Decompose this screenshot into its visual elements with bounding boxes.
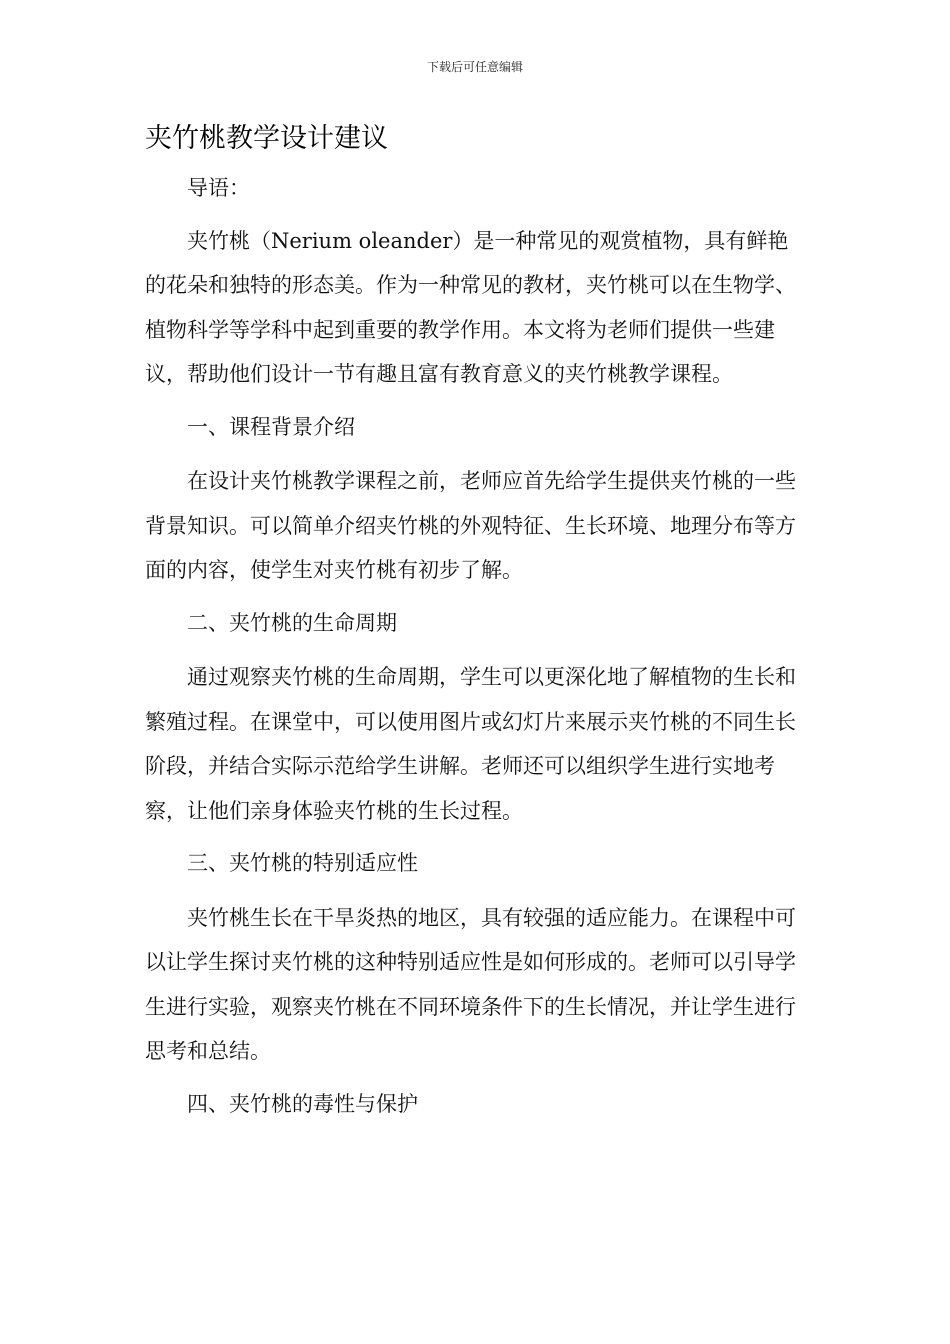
section-heading-adaptability: 三、夹竹桃的特别适应性 — [187, 851, 418, 875]
paragraph-background: 在设计夹竹桃教学课程之前，老师应首先给学生提供夹竹桃的一些背景知识。可以简单介绍夹竹桃的外观特征、生长环境、地理分布等方面的内容，使学生对夹竹桃有初步了解。 — [145, 469, 796, 582]
section-heading-background: 一、课程背景介绍 — [187, 414, 355, 439]
paragraph-life-cycle: 通过观察夹竹桃的生命周期，学生可以更深化地了解植物的生长和繁殖过程。在课堂中，可以使用图片或幻灯片来展示夹竹桃的不同生长阶段，并结合实际示范给学生讲解。老师还可以组织学生进行实地考察，让他们亲身体验夹竹桃的生长过程。 — [145, 665, 796, 823]
header-note: 下载后可任意编辑 — [426, 60, 523, 74]
paragraph-adaptability: 夹竹桃生长在干旱炎热的地区，具有较强的适应能力。在课程中可以让学生探讨夹竹桃的这种特别适应性是如何形成的。老师可以引导学生进行实验，观察夹竹桃在不同环境条件下的生长情况，并让学生进行思考和总结。 — [145, 905, 796, 1063]
intro-paragraph: 夹竹桃（Nerium oleander）是一种常见的观赏植物，具有鲜艳的花朵和独特的形态美。作为一种常见的教材，夹竹桃可以在生物学、植物科学等学科中起到重要的教学作用。本文将为老师们提供一些建议，帮助他们设计一节有趣且富有教育意义的夹竹桃教学课程。 — [145, 228, 796, 386]
lead-paragraph: 导语： — [187, 176, 250, 200]
section-heading-toxicity: 四、夹竹桃的毒性与保护 — [187, 1091, 418, 1116]
document-body — [145, 166, 805, 1136]
section-heading-life-cycle: 二、夹竹桃的生命周期 — [187, 610, 397, 635]
document-title: 夹竹桃教学设计建议 — [145, 123, 388, 154]
